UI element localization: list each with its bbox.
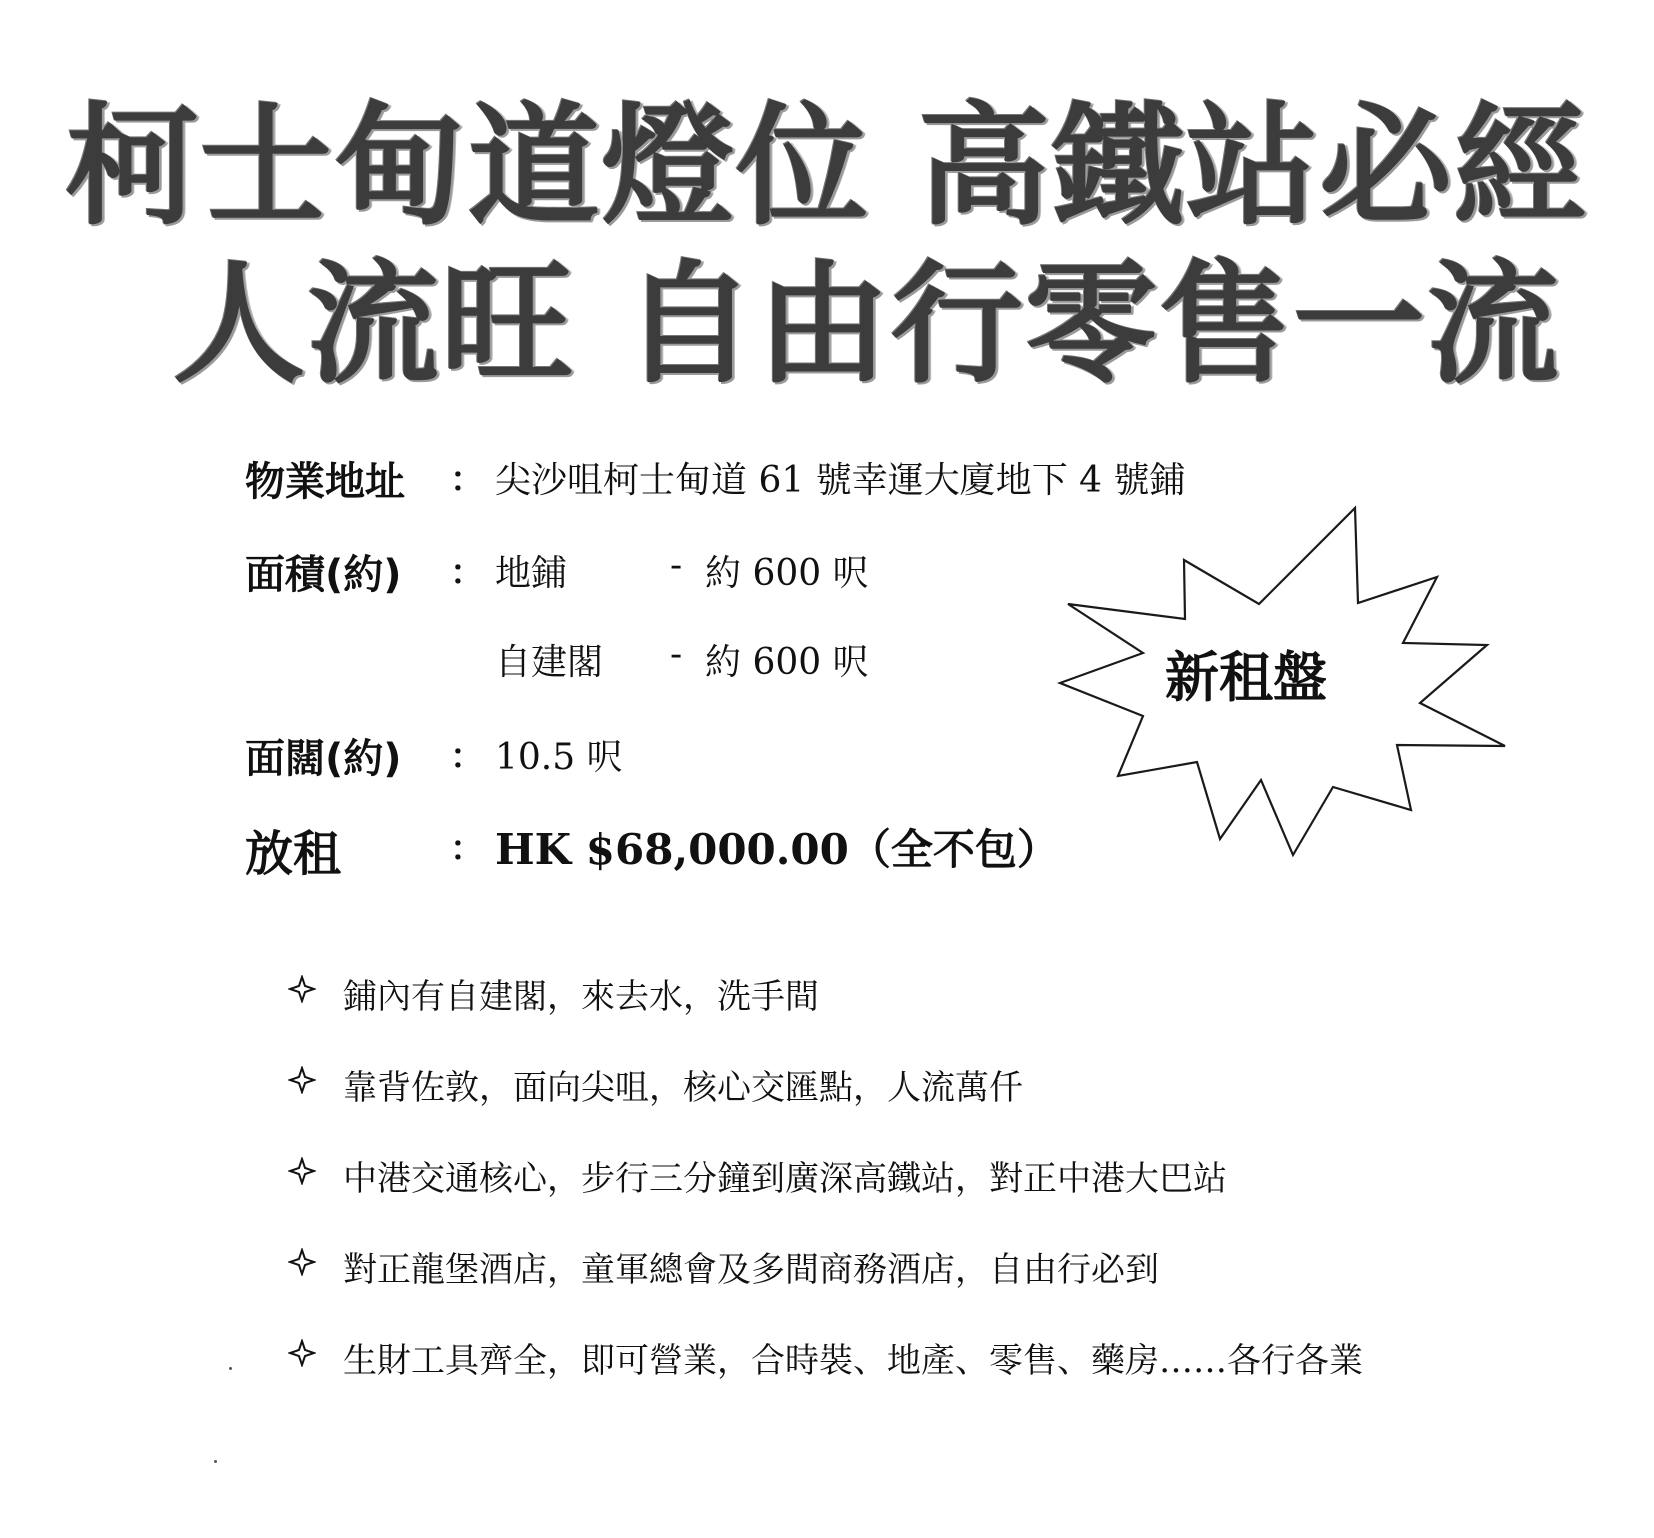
headline-line-1: 柯士甸道燈位 高鐵站必經 bbox=[66, 89, 1588, 244]
frontage-value: 10.5 呎 bbox=[495, 737, 623, 778]
headline-line-2: 人流旺 自由行零售一流 bbox=[173, 247, 1561, 402]
area-dash-1: - bbox=[670, 545, 683, 586]
address-label: 物業地址 bbox=[245, 459, 405, 505]
feature-text: 靠背佐敦，面向尖咀，核心交匯點，人流萬仟 bbox=[343, 1068, 1023, 1108]
feature-text: 對正龍堡酒店，童軍總會及多間商務酒店，自由行必到 bbox=[343, 1250, 1159, 1290]
four-pointed-star-icon bbox=[288, 1339, 316, 1367]
area-size-1: 約 600 呎 bbox=[705, 553, 869, 594]
feature-text: 中港交通核心，步行三分鐘到廣深高鐵站，對正中港大巴站 bbox=[343, 1159, 1227, 1199]
rent-colon: ： bbox=[450, 829, 484, 869]
area-label: 面積(約) bbox=[245, 552, 402, 598]
rent-label: 放租 bbox=[245, 826, 342, 882]
scan-speck bbox=[229, 1367, 232, 1370]
area-colon: ： bbox=[450, 553, 484, 593]
four-pointed-star-icon bbox=[288, 1248, 316, 1276]
feature-text: 生財工具齊全，即可營業，合時裝、地產、零售、藥房……各行各業 bbox=[343, 1341, 1363, 1381]
feature-item bbox=[288, 975, 819, 1017]
feature-item bbox=[288, 1066, 1023, 1108]
address-colon: ： bbox=[450, 460, 484, 500]
badge-label: 新租盤 bbox=[1165, 646, 1327, 709]
frontage-colon: ： bbox=[450, 737, 484, 777]
area-size-2: 約 600 呎 bbox=[705, 642, 869, 683]
area-type-2: 自建閣 bbox=[495, 642, 604, 683]
area-type-1: 地鋪 bbox=[495, 553, 568, 594]
four-pointed-star-icon bbox=[288, 975, 316, 1003]
rent-value: HK $68,000.00（全不包） bbox=[495, 825, 1059, 874]
four-pointed-star-icon bbox=[288, 1157, 316, 1185]
address-value: 尖沙咀柯士甸道 61 號幸運大廈地下 4 號鋪 bbox=[495, 460, 1186, 501]
feature-text: 鋪內有自建閣，來去水，洗手間 bbox=[343, 977, 819, 1017]
four-pointed-star-icon bbox=[288, 1066, 316, 1094]
scan-speck bbox=[214, 1460, 217, 1463]
feature-item bbox=[288, 1157, 1227, 1199]
frontage-label: 面闊(約) bbox=[245, 736, 402, 782]
feature-item bbox=[288, 1248, 1159, 1290]
area-dash-2: - bbox=[670, 634, 683, 675]
feature-item bbox=[288, 1339, 1363, 1381]
